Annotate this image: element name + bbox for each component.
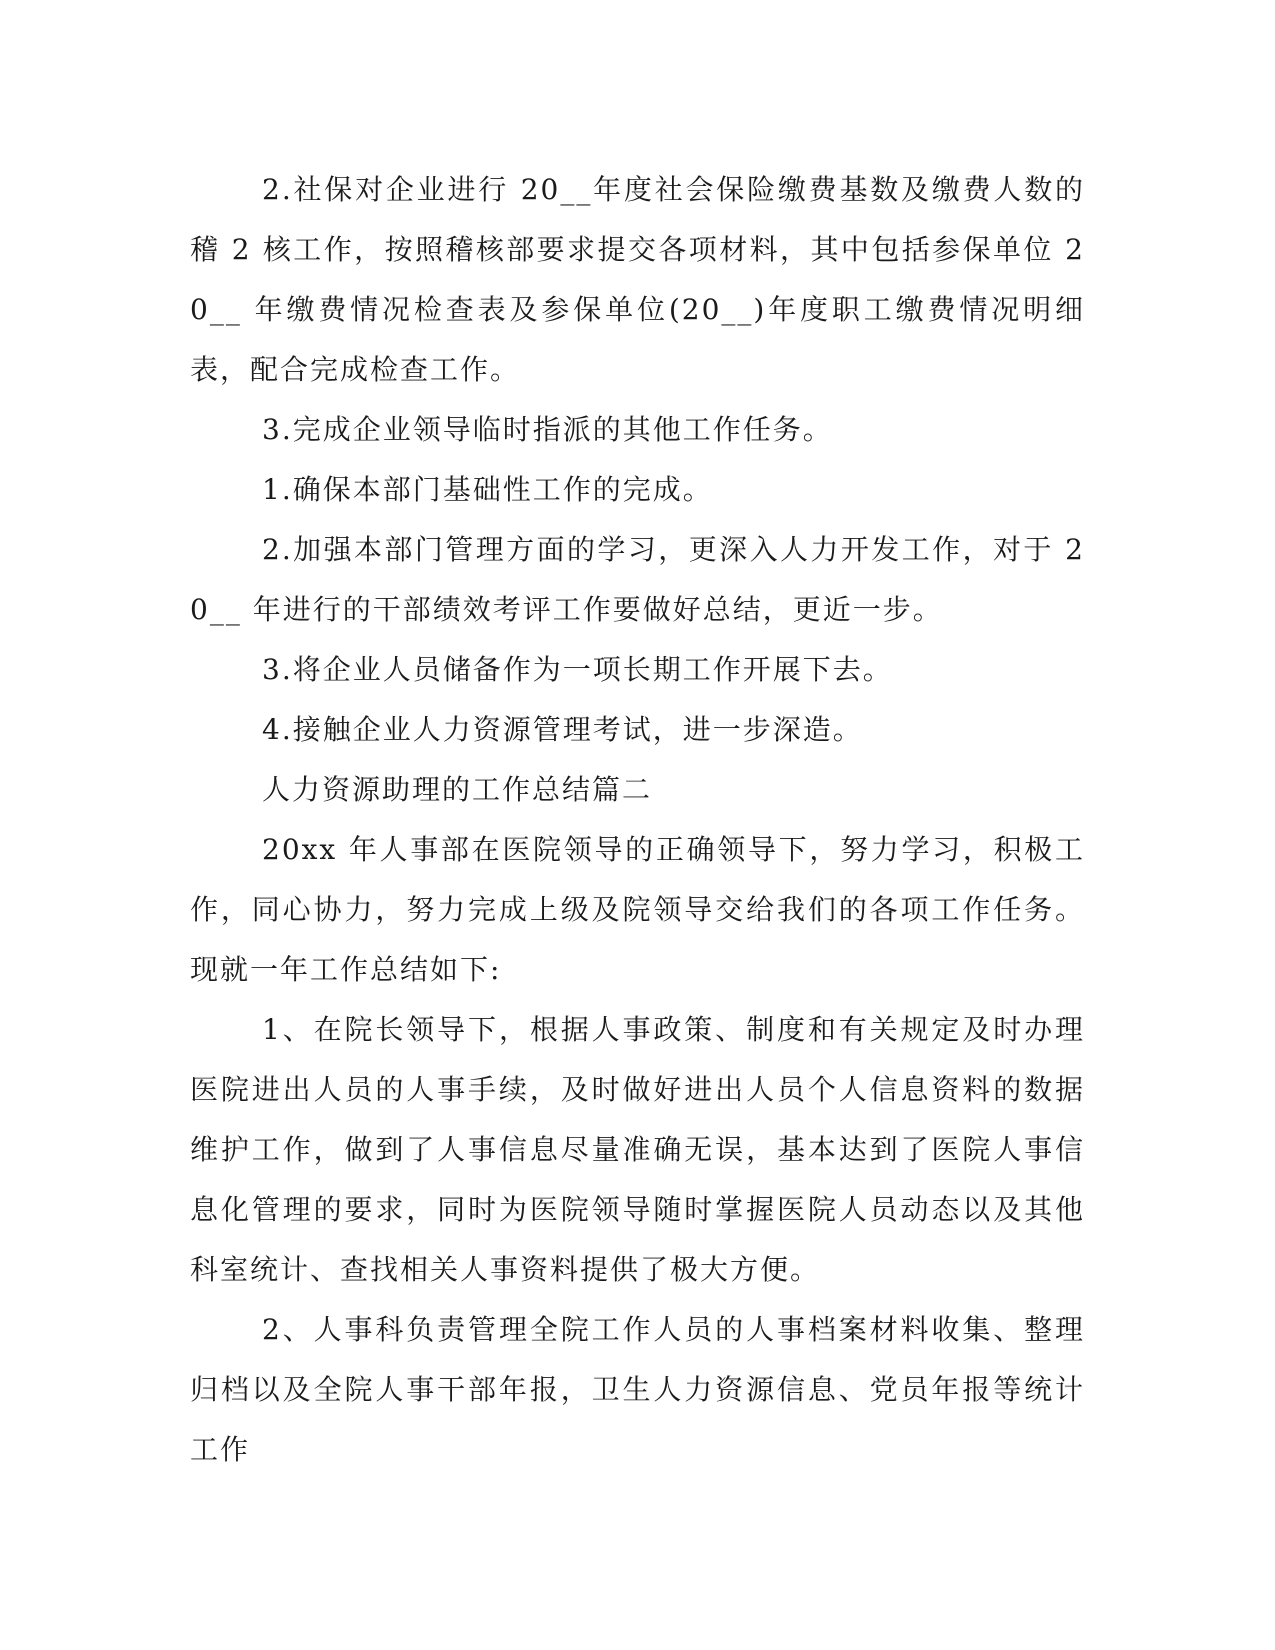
paragraph-staff-reserve: 3.将企业人员储备作为一项长期工作开展下去。 — [262, 653, 893, 686]
paragraph-personnel-procedures: 1、在院长领导下，根据人事政策、制度和有关规定及时办理医院进出人员的人事手续，及时做好进出人员个人信息资料的数据维护工作，做到了人事信息尽量准确无误，基本达到了医院人事信息化管理的要求，同时为医院领导随时掌握医院人员动态以及其他科室统计、查找相关人事资料提供了极大方便。 — [190, 1013, 1085, 1286]
paragraph-personnel-archives: 2、人事科负责管理全院工作人员的人事档案材料收集、整理归档以及全院人事干部年报，卫生人力资源信息、党员年报等统计工作 — [190, 1313, 1085, 1466]
section-heading: 人力资源助理的工作总结篇二 — [262, 773, 653, 806]
paragraph-management-study: 2.加强本部门管理方面的学习，更深入人力开发工作，对于 20__ 年进行的干部绩效考评工作要做好总结，更近一步。 — [190, 533, 1085, 626]
paragraph-social-security-audit: 2.社保对企业进行 20__年度社会保险缴费基数及缴费人数的稽 2 核工作，按照稽核部要求提交各项材料，其中包括参保单位 20__ 年缴费情况检查表及参保单位(20__)年度职工缴费情况明细表，配合完成检查工作。 — [190, 173, 1085, 386]
paragraph-intro: 20xx 年人事部在医院领导的正确领导下，努力学习，积极工作，同心协力，努力完成上级及院领导交给我们的各项工作任务。现就一年工作总结如下: — [190, 833, 1085, 986]
paragraph-temporary-tasks: 3.完成企业领导临时指派的其他工作任务。 — [262, 413, 833, 446]
paragraph-hr-exam: 4.接触企业人力资源管理考试，进一步深造。 — [262, 713, 863, 746]
paragraph-basic-work: 1.确保本部门基础性工作的完成。 — [262, 473, 713, 506]
document-body — [190, 160, 1085, 1480]
